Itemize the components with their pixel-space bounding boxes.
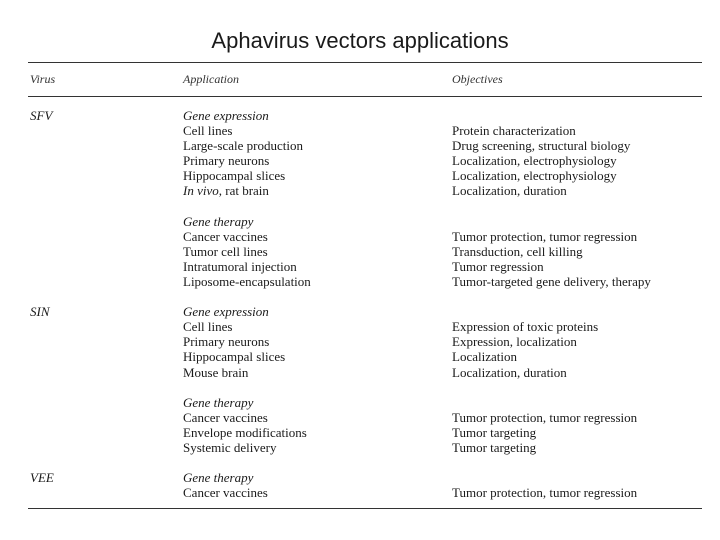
application-cell: Cell lines xyxy=(183,319,233,334)
section-heading: Gene therapy xyxy=(183,470,254,485)
application-cell: Large-scale production xyxy=(183,138,303,153)
application-cell: Liposome-encapsulation xyxy=(183,274,311,289)
objective-cell: Localization, electrophysiology xyxy=(452,168,617,183)
application-cell xyxy=(183,183,269,198)
application-cell: Mouse brain xyxy=(183,365,249,380)
virus-name: VEE xyxy=(30,470,54,485)
application-text: , rat brain xyxy=(218,183,269,198)
objective-cell: Tumor-targeted gene delivery, therapy xyxy=(452,274,651,289)
section-heading: Gene expression xyxy=(183,304,269,319)
column-header-virus: Virus xyxy=(30,72,56,86)
application-cell: Cancer vaccines xyxy=(183,410,268,425)
table-top-rule xyxy=(28,62,702,63)
application-cell: Envelope modifications xyxy=(183,425,307,440)
objective-cell: Tumor targeting xyxy=(452,425,537,440)
application-cell: Tumor cell lines xyxy=(183,244,268,259)
application-cell: Cell lines xyxy=(183,123,233,138)
header-rule xyxy=(28,96,702,97)
application-cell: Hippocampal slices xyxy=(183,168,286,183)
application-cell: Primary neurons xyxy=(183,334,270,349)
application-cell: Intratumoral injection xyxy=(183,259,297,274)
objective-cell: Tumor protection, tumor regression xyxy=(452,229,638,244)
page-title: Aphavirus vectors applications xyxy=(211,28,509,53)
virus-name: SFV xyxy=(30,108,53,123)
objective-cell: Tumor protection, tumor regression xyxy=(452,485,638,500)
application-cell: Systemic delivery xyxy=(183,440,277,455)
objective-cell: Localization xyxy=(452,349,517,364)
objective-cell: Transduction, cell killing xyxy=(452,244,583,259)
objective-cell: Localization, electrophysiology xyxy=(452,153,617,168)
table-bottom-rule xyxy=(28,508,702,509)
section-heading: Gene therapy xyxy=(183,395,254,410)
application-cell: Primary neurons xyxy=(183,153,270,168)
application-cell: Cancer vaccines xyxy=(183,229,268,244)
column-header-application: Application xyxy=(183,72,239,86)
virus-name: SIN xyxy=(30,304,50,319)
objective-cell: Localization, duration xyxy=(452,365,567,380)
application-cell: Hippocampal slices xyxy=(183,349,286,364)
objective-cell: Localization, duration xyxy=(452,183,567,198)
section-heading: Gene expression xyxy=(183,108,269,123)
section-heading: Gene therapy xyxy=(183,214,254,229)
objective-cell: Tumor targeting xyxy=(452,440,537,455)
objective-cell: Expression of toxic proteins xyxy=(452,319,599,334)
application-italic-text: In vivo xyxy=(183,183,219,198)
objective-cell: Drug screening, structural biology xyxy=(452,138,631,153)
objective-cell: Tumor regression xyxy=(452,259,544,274)
application-cell: Cancer vaccines xyxy=(183,485,268,500)
column-header-objectives: Objectives xyxy=(452,72,503,86)
objective-cell: Tumor protection, tumor regression xyxy=(452,410,638,425)
objective-cell: Expression, localization xyxy=(452,334,577,349)
objective-cell: Protein characterization xyxy=(452,123,576,138)
